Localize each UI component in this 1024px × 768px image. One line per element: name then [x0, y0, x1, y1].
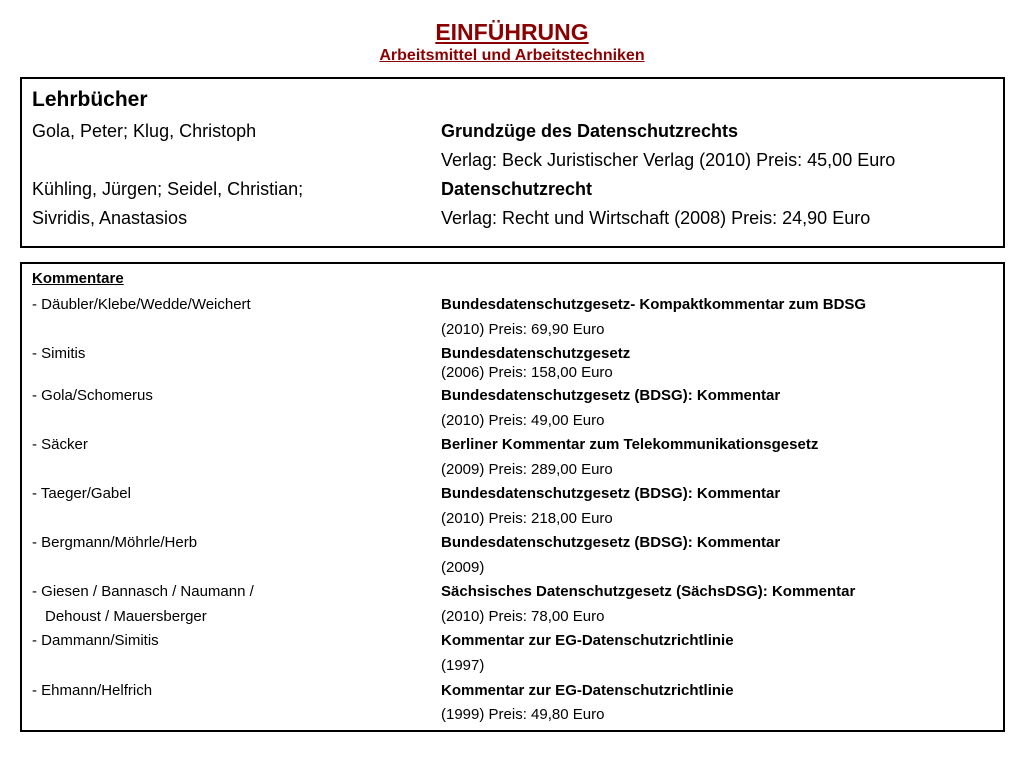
commentary-author: - Däubler/Klebe/Wedde/Weichert: [32, 296, 251, 313]
commentary-details: (2010) Preis: 218,00 Euro: [441, 510, 613, 527]
book-publisher: Verlag: Beck Juristischer Verlag (2010) Preis: 45,00 Euro: [441, 150, 896, 170]
book-title: Datenschutzrecht: [441, 179, 593, 199]
commentary-details: (1997): [441, 657, 485, 674]
commentary-title: Bundesdatenschutzgesetz (BDSG): Kommentar: [441, 534, 781, 551]
commentary-author: - Bergmann/Möhrle/Herb: [32, 534, 198, 551]
commentary-title: Kommentar zur EG-Datenschutzrichtlinie: [441, 632, 734, 649]
commentary-author: - Ehmann/Helfrich: [32, 682, 153, 699]
book-author: Sivridis, Anastasios: [32, 208, 188, 228]
page-title: EINFÜHRUNG: [435, 19, 589, 45]
commentary-author: - Simitis: [32, 345, 86, 362]
commentary-author: - Dammann/Simitis: [32, 632, 159, 649]
commentary-author: - Giesen / Bannasch / Naumann /: [32, 583, 254, 600]
commentary-author: - Taeger/Gabel: [32, 485, 131, 502]
kommentare-heading: Kommentare: [32, 270, 124, 287]
commentary-title: Bundesdatenschutzgesetz- Kompaktkommentar zum BDSG: [441, 296, 867, 313]
commentary-title: Berliner Kommentar zum Telekommunikationsgesetz: [441, 436, 819, 453]
book-title: Grundzüge des Datenschutzrechts: [441, 121, 739, 141]
commentary-title: Kommentar zur EG-Datenschutzrichtlinie: [441, 682, 734, 699]
commentary-title: Sächsisches Datenschutzgesetz (SächsDSG): Kommentar: [441, 583, 856, 600]
commentary-details: (1999) Preis: 49,80 Euro: [441, 706, 605, 723]
commentary-title: Bundesdatenschutzgesetz (BDSG): Kommentar: [441, 485, 781, 502]
commentary-author: - Gola/Schomerus: [32, 387, 153, 404]
commentary-title: Bundesdatenschutzgesetz: [441, 345, 631, 362]
commentary-details: (2009) Preis: 289,00 Euro: [441, 461, 613, 478]
book-author: Kühling, Jürgen; Seidel, Christian;: [32, 179, 304, 199]
commentary-author: - Säcker: [32, 436, 88, 453]
commentary-details: (2009): [441, 559, 485, 576]
lehrbuecher-heading: Lehrbücher: [32, 88, 148, 111]
title-block: [0, 18, 1024, 66]
commentary-details: (2010) Preis: 69,90 Euro: [441, 321, 605, 338]
book-author: Gola, Peter; Klug, Christoph: [32, 121, 257, 141]
book-publisher: Verlag: Recht und Wirtschaft (2008) Preis: 24,90 Euro: [441, 208, 871, 228]
page-subtitle: Arbeitsmittel und Arbeitstechniken: [379, 47, 645, 64]
commentary-details: (2006) Preis: 158,00 Euro: [441, 364, 613, 381]
commentary-author-continued: Dehoust / Mauersberger: [45, 608, 207, 625]
commentary-title: Bundesdatenschutzgesetz (BDSG): Kommentar: [441, 387, 781, 404]
commentary-details: (2010) Preis: 78,00 Euro: [441, 608, 605, 625]
commentary-details: (2010) Preis: 49,00 Euro: [441, 412, 605, 429]
